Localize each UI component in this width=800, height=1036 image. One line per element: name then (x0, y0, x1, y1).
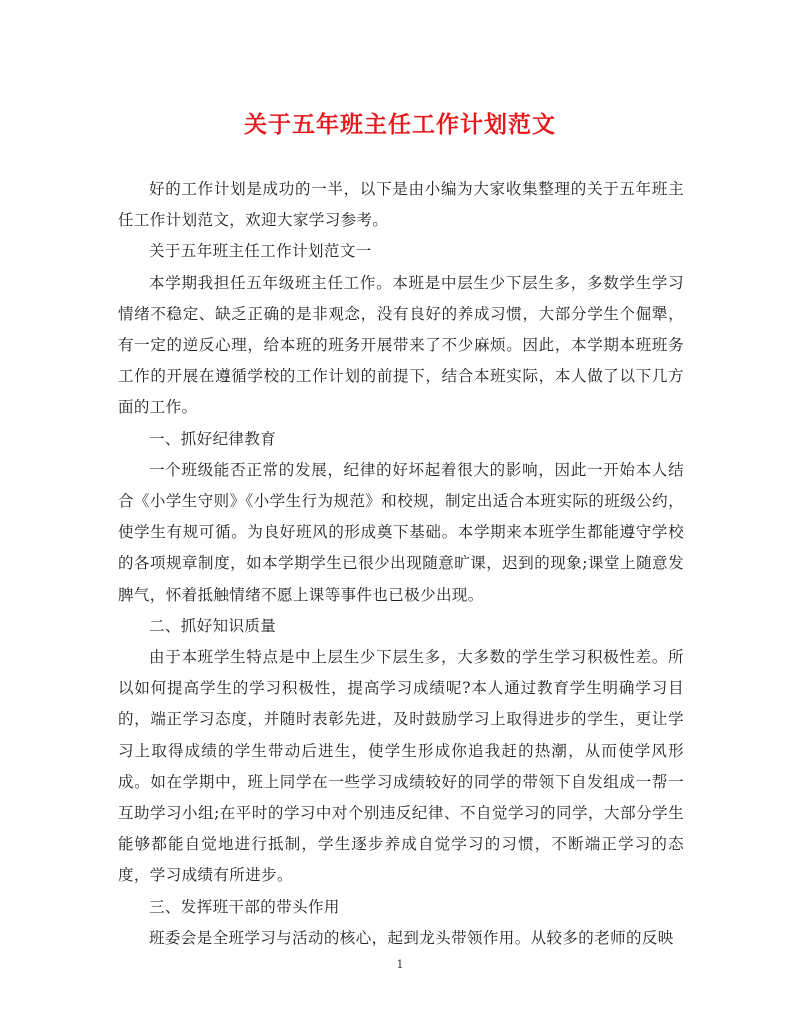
section-heading-1: 一、抓好纪律教育 (149, 429, 277, 448)
paragraph-2: 一个班级能否正常的发展，纪律的好坏起着很大的影响，因此一开始本人结合《小学生守则》《小学生行为规范》和校规，制定出适合本班实际的班级公约，使学生有规可循。为良好班风的形成奠下基础。本学期来本班学生都能遵守学校的各项规章制度，如本学期学生已很少出现随意旷课，迟到的现象;课堂上随意发脾气，怀着抵触情绪不愿上课等事件也已极少出现。 (118, 460, 684, 604)
paragraph-1: 本学期我担任五年级班主任工作。本班是中层生少下层生多，多数学生学习情绪不稳定、缺乏正确的是非观念，没有良好的养成习惯，大部分学生个倔犟，有一定的逆反心理，给本班的班务开展带来了不少麻烦。因此，本学期本班班务工作的开展在遵循学校的工作计划的前提下，结合本班实际，本人做了以下几方面的工作。 (118, 273, 684, 417)
document-body (118, 174, 684, 954)
page-title: 关于五年班主任工作计划范文 (244, 111, 556, 138)
section-heading-3: 三、发挥班干部的带头作用 (149, 897, 340, 916)
intro-paragraph: 好的工作计划是成功的一半，以下是由小编为大家收集整理的关于五年班主任工作计划范文，欢迎大家学习参考。 (118, 180, 684, 230)
section-heading-2: 二、抓好知识质量 (149, 616, 277, 635)
paragraph-4: 班委会是全班学习与活动的核心，起到龙头带领作用。从较多的老师的反映 (149, 928, 674, 947)
page-number: 1 (396, 958, 404, 971)
subtitle: 关于五年班主任工作计划范文一 (149, 242, 372, 261)
paragraph-3: 由于本班学生特点是中上层生少下层生多，大多数的学生学习积极性差。所以如何提高学生的学习积极性，提高学习成绩呢?本人通过教育学生明确学习目的，端正学习态度，并随时表彰先进，及时鼓励学习上取得进步的学生，更让学习上取得成绩的学生带动后进生，使学生形成你追我赶的热潮，从而使学风形成。如在学期中，班上同学在一些学习成绩较好的同学的带领下自发组成一帮一互助学习小组;在平时的学习中对个别违反纪律、不自觉学习的同学，大部分学生能够都能自觉地进行抵制，学生逐步养成自觉学习的习惯，不断端正学习的态度，学习成绩有所进步。 (118, 648, 684, 885)
